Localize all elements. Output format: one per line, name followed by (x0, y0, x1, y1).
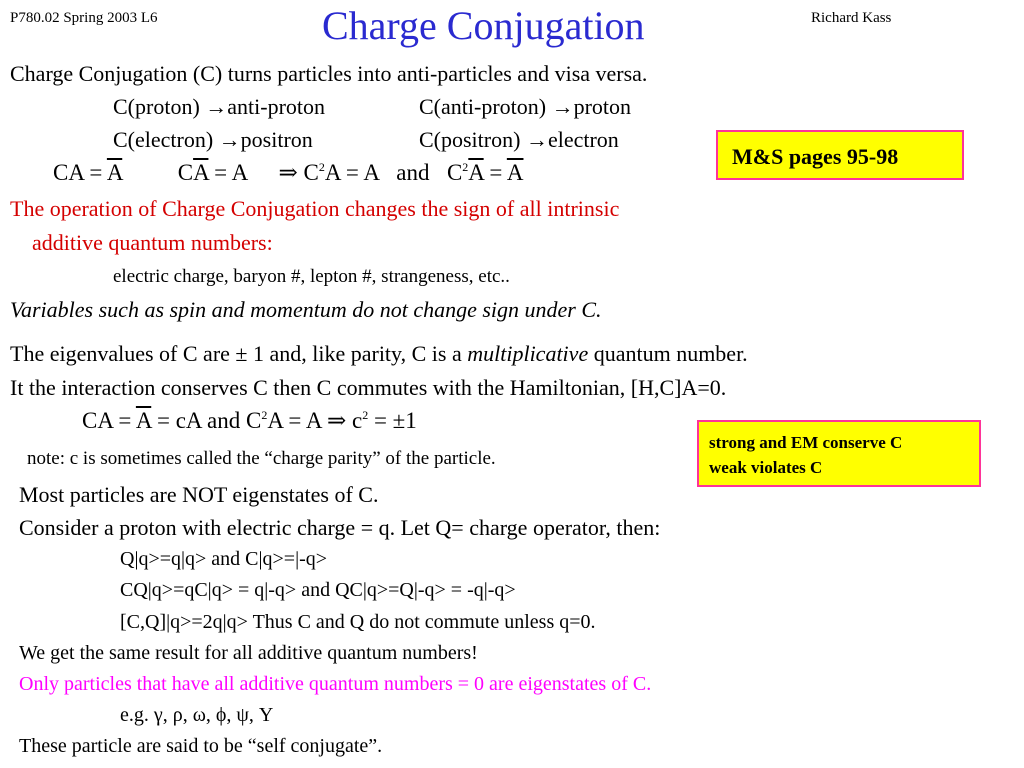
eigen-text-c: quantum number. (588, 341, 748, 366)
eq1-a-eq-a: A = A (324, 160, 379, 185)
charge-parity-note: note: c is sometimes called the “charge parity” of the particle. (27, 448, 496, 469)
course-label: P780.02 Spring 2003 L6 (10, 10, 158, 26)
reference-box: M&S pages 95-98 (716, 130, 964, 180)
eq2-square2: 2 (362, 408, 369, 422)
eq1-a-bar: $\overline{A}$ (106, 160, 123, 185)
eq1-a-bar4: $\overline{A}$ (506, 160, 524, 185)
eq2-rest: = cA and C (151, 408, 262, 433)
eq1-eq: = (483, 160, 507, 185)
antiproton-mapping: C(anti-proton) →proton (419, 94, 632, 119)
charge-parity-equation (82, 408, 417, 434)
same-result-line: We get the same result for all additive quantum numbers! (19, 642, 478, 664)
intro-line: Charge Conjugation (C) turns particles into anti-particles and visa versa. (10, 61, 648, 86)
eq1-a-bar3: $\overline{A}$ (468, 160, 484, 185)
charge-conjugation-equation (53, 160, 523, 186)
eq2-ca: CA = (82, 408, 136, 433)
conserve-line1: strong and EM conserve C (709, 433, 903, 452)
eq2-a-bar: $\overline{A}$ (135, 408, 152, 433)
eq2-end: = ±1 (368, 408, 417, 433)
eq1-c: C (177, 160, 194, 185)
operator-eq1: Q|q>=q|q> and C|q>=|-q> (120, 548, 328, 570)
conservation-box (697, 420, 981, 487)
eq2-a-eq: A = A ⇒ c (267, 408, 363, 433)
eq1-square: 2 (318, 160, 325, 174)
eq1-ca: CA = (53, 160, 107, 185)
operator-eq2: CQ|q>=qC|q> = q|-q> and QC|q>=Q|-q> = -q|-q> (120, 579, 516, 601)
electron-mapping: C(electron) →positron (113, 127, 313, 152)
eq1-square2: 2 (462, 160, 469, 174)
red-statement-line2: additive quantum numbers: (32, 230, 273, 255)
proton-mapping: C(proton) →anti-proton (113, 94, 326, 119)
self-conjugate-line: These particle are said to be “self conjugate”. (19, 735, 383, 757)
eigenstates-line2: Consider a proton with electric charge = q. Let Q= charge operator, then: (19, 515, 661, 540)
eigenvalues-line (10, 341, 748, 367)
hamiltonian-line: It the interaction conserves C then C commutes with the Hamiltonian, [H,C]A=0. (10, 375, 727, 400)
eq1-eq-a: = A (208, 160, 247, 185)
red-statement-line1: The operation of Charge Conjugation changes the sign of all intrinsic (10, 196, 620, 221)
eq1-and: and (396, 160, 430, 185)
spin-momentum-note: Variables such as spin and momentum do not change sign under C. (10, 297, 602, 322)
eq2-square: 2 (261, 408, 268, 422)
eigenstates-line1: Most particles are NOT eigenstates of C. (19, 482, 379, 507)
self-conjugate-examples: e.g. γ, ρ, ω, ϕ, ψ, Y (120, 704, 274, 726)
eigen-text-a: The eigenvalues of C are ± 1 and, like parity, C is a (10, 341, 468, 366)
conserve-line2: weak violates C (709, 458, 823, 477)
positron-mapping: C(positron) →electron (419, 127, 619, 152)
eq1-implies: ⇒ C (278, 160, 319, 185)
self-conjugate-condition: Only particles that have all additive quantum numbers = 0 are eigenstates of C. (19, 673, 652, 695)
eq1-a-bar2: $\overline{A}$ (193, 160, 209, 185)
slide-title: Charge Conjugation (322, 3, 645, 48)
operator-eq3: [C,Q]|q>=2q|q> Thus C and Q do not commute unless q=0. (120, 611, 596, 633)
eigen-multiplicative: multiplicative (467, 341, 589, 366)
author-label: Richard Kass (811, 10, 892, 26)
eq1-c2: C (446, 160, 463, 185)
additive-examples: electric charge, baryon #, lepton #, strangeness, etc.. (113, 266, 510, 287)
